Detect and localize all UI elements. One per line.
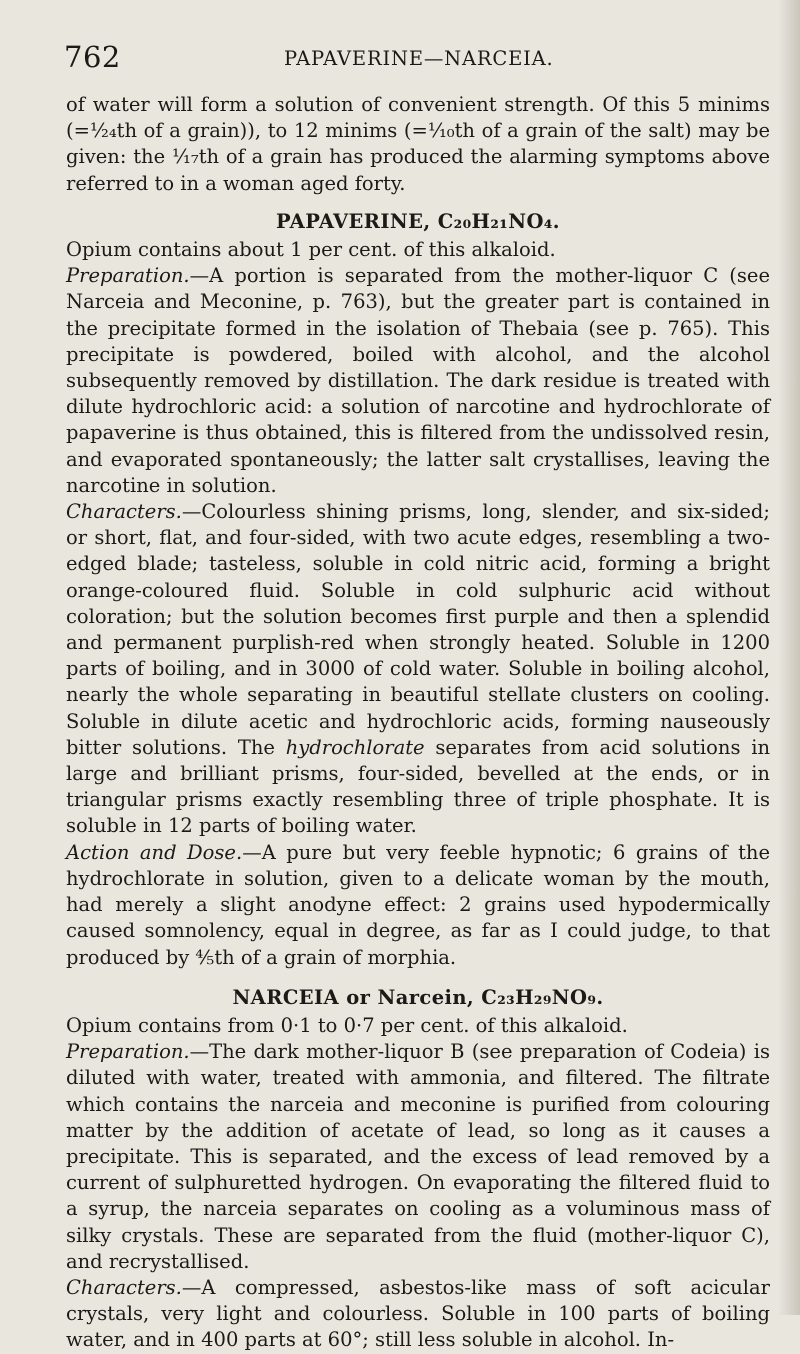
narceia-heading: NARCEIA or Narcein, C₂₃H₂₉NO₉.	[232, 985, 604, 1009]
narceia-opening: Opium contains from 0·1 to 0·7 per cent. of this alkaloid.	[66, 1013, 628, 1037]
papaverine-preparation-label: Preparation.	[66, 264, 190, 288]
papaverine-characters-label: Characters.	[66, 500, 182, 524]
running-head	[64, 40, 770, 88]
narceia-preparation	[66, 1039, 770, 1275]
narceia-preparation-text: —The dark mother-liquor B (see preparation of Codeia) is diluted with water, treated with ammonia, and filtered. The filtrate which contains the narceia and meconine is purified from colouring matter by the addition of acetate of lead, so long as it causes a precipitate. This is separated, and the excess of lead removed by a current of sulphuretted hydrogen. On evaporating the filtered fluid to a syrup, the narceia separates on cooling as a voluminous mass of silky crystals. These are separated from the fluid (mother-liquor C), and recrystallised.	[66, 1040, 770, 1273]
papaverine-preparation-text: —A portion is separated from the mother-liquor C (see Narceia and Meconine, p. 763), but the greater part is contained in the precipitate formed in the isolation of Thebaia (see p. 765). This precipitate is powdered, boiled with alcohol, and the alcohol subsequently removed by distillation. The dark residue is treated with dilute hydrochloric acid: a solution of narcotine and hydrochlorate of papaverine is thus obtained, this is filtered from the undissolved resin, and evaporated spontaneously; the latter salt crystallises, leaving the narcotine in solution.	[66, 264, 770, 497]
papaverine-heading: PAPAVERINE, C₂₀H₂₁NO₄.	[276, 209, 560, 233]
narceia-characters-label: Characters.	[66, 1275, 182, 1299]
running-title: PAPAVERINE—NARCEIA.	[284, 47, 554, 70]
narceia-characters	[66, 1275, 770, 1354]
narceia-preparation-label: Preparation.	[66, 1040, 190, 1064]
page-edge-shadow	[778, 0, 800, 1315]
papaverine-characters-emphasis: hydrochlorate	[285, 735, 425, 759]
page-number: 762	[64, 40, 121, 74]
papaverine-action-label: Action and Dose.	[66, 840, 243, 864]
papaverine-characters	[66, 499, 770, 840]
papaverine-action-text: —A pure but very feeble hypnotic; 6 grains of the hydrochlorate in solution, given to a delicate woman by the mouth, had merely a slight anodyne effect: 2 grains used hypodermically caused somnolency, equal in degree, as far as I could judge, to that produced by ⅘th of a grain of morphia.	[66, 840, 771, 969]
papaverine-characters-text-2: separates from acid solutions in large and brilliant prisms, four-sided, bevelled at the ends, or in triangular prisms exactly resembling three of triple phosphate. It is soluble in 12 parts of boiling water.	[66, 735, 771, 838]
narceia-characters-text: —A compressed, asbestos-like mass of soft acicular crystals, very light and colourless. Soluble in 100 parts of boiling water, and in 400 parts at 60°; still less soluble in alcohol. In-	[66, 1275, 770, 1352]
papaverine-characters-text-1: —Colourless shining prisms, long, slender, and six-sided; or short, flat, and four-sided, with two acute edges, resembling a two-edged blade; tasteless, soluble in cold nitric acid, forming a bright orange-coloured fluid. Soluble in cold sulphuric acid without coloration; but the solution becomes first purple and then a splendid and permanent purplish-red when strongly heated. Soluble in 1200 parts of boiling, and in 3000 of cold water. Soluble in boiling alcohol, nearly the whole separating in beautiful stellate clusters on cooling. Soluble in dilute acetic and hydrochloric acids, forming nauseously bitter solutions. The	[66, 500, 770, 759]
papaverine-action-dose	[66, 840, 770, 971]
papaverine-opening: Opium contains about 1 per cent. of this alkaloid.	[66, 238, 556, 262]
intro-paragraph: of water will form a solution of convenient strength. Of this 5 minims (=¹⁄₂₄th of a grain)), to 12 minims (=¹⁄₁₀th of a grain of the salt) may be given: the ¹⁄₁₇th of a grain has produced the alarming symptoms above referred to in a woman aged forty.	[66, 93, 770, 195]
papaverine-preparation	[66, 263, 770, 499]
